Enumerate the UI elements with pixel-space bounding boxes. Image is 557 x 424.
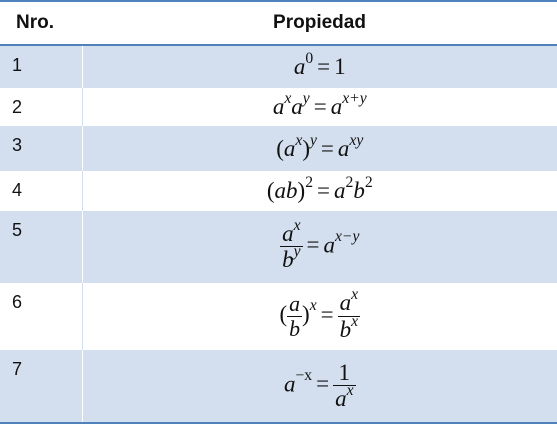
math-paren: ( (266, 178, 275, 203)
table-row (0, 88, 557, 126)
header-number: Nro. (0, 1, 82, 45)
math-exponent: 2 (305, 173, 314, 191)
header-property: Propiedad (82, 1, 557, 45)
property-formula (82, 283, 557, 350)
math-var: a (282, 220, 294, 246)
table-row (0, 126, 557, 171)
row-number: 3 (0, 126, 82, 171)
math-exponent: x (295, 131, 303, 149)
math-equals: = (320, 301, 334, 327)
math-fraction (287, 293, 302, 341)
math-var: a (330, 94, 343, 119)
math-var: a (335, 386, 347, 411)
math-paren: ( (279, 301, 288, 327)
fraction-denominator (338, 312, 360, 342)
math-exponent: x (284, 89, 292, 107)
math-equals: = (317, 178, 330, 203)
math-var: a (334, 178, 346, 203)
math-exponent: x (309, 297, 317, 315)
math-exponent: y (302, 89, 310, 107)
math-var: a (283, 135, 296, 161)
math-exponent: x (351, 312, 359, 330)
math-paren: ( (276, 135, 284, 161)
row-number: 5 (0, 211, 82, 283)
header-row (0, 1, 557, 45)
math-var: a (283, 371, 296, 397)
row-number: 1 (0, 45, 82, 88)
math-paren: ) (297, 178, 306, 203)
property-formula (82, 126, 557, 171)
property-formula (82, 350, 557, 423)
math-exponent: y (309, 131, 317, 149)
table-row (0, 350, 557, 423)
fraction-numerator: a (289, 291, 301, 316)
property-formula (82, 211, 557, 283)
row-number: 6 (0, 283, 82, 350)
math-fraction (280, 216, 302, 272)
math-var: a (291, 94, 303, 119)
math-paren: ) (302, 135, 310, 161)
table-row (0, 171, 557, 211)
math-var: b (339, 316, 352, 342)
table-row (0, 211, 557, 283)
table-row (0, 283, 557, 350)
math-exponent: x (346, 381, 354, 399)
math-equals: = (306, 232, 320, 258)
math-equals: = (313, 94, 327, 119)
math-equals: = (320, 135, 334, 161)
math-var: b (282, 247, 294, 272)
math-exponent: x−y (335, 228, 360, 246)
math-fraction (333, 361, 355, 411)
math-exponent: x (293, 216, 301, 234)
fraction-denominator: b (289, 316, 301, 341)
math-paren: ) (302, 301, 310, 327)
row-number: 2 (0, 88, 82, 126)
math-var: b (353, 178, 365, 203)
math-exponent: y (293, 242, 301, 260)
table-row (0, 45, 557, 88)
property-formula (82, 171, 557, 211)
math-exponent: 2 (364, 173, 373, 191)
math-exponent: 0 (305, 49, 314, 67)
math-equals: = (317, 54, 331, 79)
math-exponent: 2 (345, 173, 354, 191)
math-fraction (338, 286, 360, 342)
fraction-numerator: 1 (338, 359, 351, 385)
fraction-denominator (280, 242, 302, 272)
math-var: ab (274, 178, 298, 203)
math-equals: = (316, 371, 330, 397)
math-exponent: x+y (342, 89, 367, 107)
row-number: 4 (0, 171, 82, 211)
math-exponent: −x (295, 367, 313, 385)
property-formula (82, 88, 557, 126)
fraction-denominator (333, 381, 355, 411)
property-formula (82, 45, 557, 88)
math-var: a (339, 290, 352, 316)
row-number: 7 (0, 350, 82, 423)
math-var: a (323, 232, 335, 258)
math-var: a (272, 94, 285, 119)
math-exponent: xy (349, 131, 364, 149)
math-exponent: x (351, 286, 359, 304)
math-number: 1 (334, 54, 346, 79)
math-var: a (293, 54, 306, 79)
math-var: a (337, 135, 350, 161)
